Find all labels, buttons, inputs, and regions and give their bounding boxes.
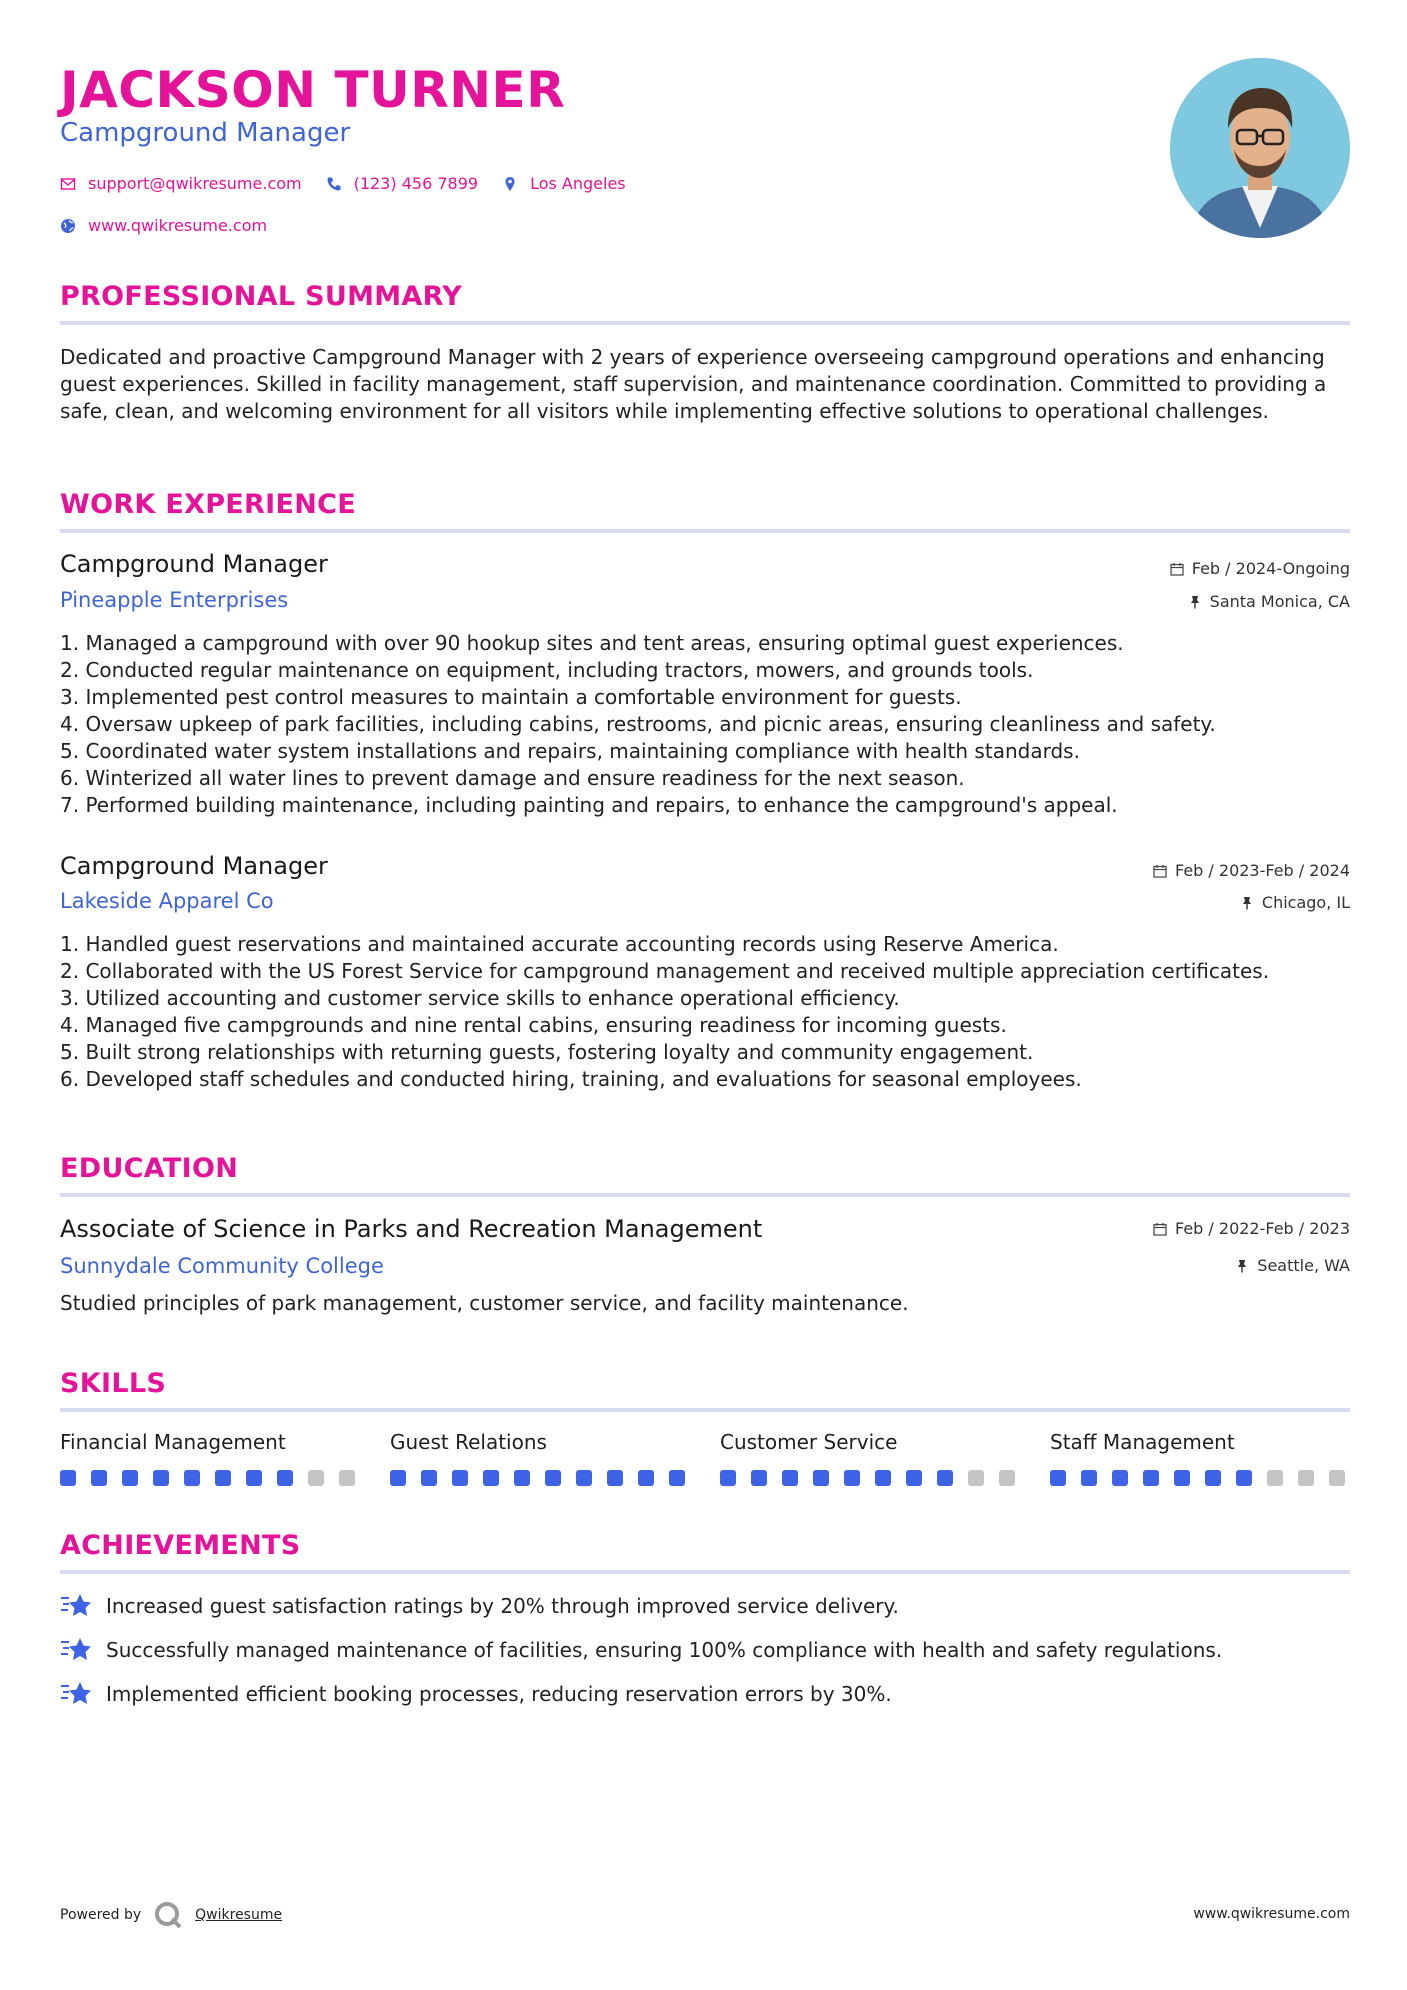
skill-item [60,1430,360,1486]
skill-dot-filled [153,1470,169,1486]
skills-heading: SKILLS [60,1368,167,1399]
list-item: 5. Coordinated water system installations and repairs, maintaining compliance with health standards. [60,739,1080,763]
skill-dot-filled [937,1470,953,1486]
section-divider [60,1193,1350,1197]
job-location-text: Chicago, IL [1261,893,1350,912]
education-dates [1153,1219,1350,1238]
school-name: Sunnydale Community College [60,1254,384,1278]
list-item: 5. Built strong relationships with returning guests, fostering loyalty and community engagement. [60,1040,1034,1064]
skill-dot-filled [215,1470,231,1486]
education-heading: EDUCATION [60,1153,239,1184]
job-title: Campground Manager [60,852,328,880]
skill-name: Staff Management [1050,1430,1235,1454]
map-pin-icon [502,176,518,192]
skill-dot-filled [1236,1470,1252,1486]
skill-dot-filled [751,1470,767,1486]
skill-dot-filled [1050,1470,1066,1486]
skill-dot-filled [514,1470,530,1486]
list-item: 3. Implemented pest control measures to maintain a comfortable environment for guests. [60,685,962,709]
qwikresume-logo-icon [153,1900,183,1930]
skill-dot-filled [1112,1470,1128,1486]
skill-item [720,1430,1020,1486]
list-item: 4. Managed five campgrounds and nine rental cabins, ensuring readiness for incoming guests. [60,1013,1007,1037]
achievement-text: Successfully managed maintenance of facilities, ensuring 100% compliance with health and safety regulations. [106,1638,1223,1662]
powered-by-label: Powered by [60,1907,142,1923]
list-item: 2. Conducted regular maintenance on equipment, including tractors, mowers, and grounds tools. [60,658,1034,682]
skill-item [1050,1430,1350,1486]
skill-rating [1050,1470,1350,1486]
job-dates [1170,559,1350,578]
skill-dot-filled [875,1470,891,1486]
achievement-item [60,1636,1222,1664]
email-text: support@qwikresume.com [88,174,302,193]
calendar-icon [1153,864,1167,878]
skill-dot-filled [122,1470,138,1486]
skill-dot-filled [607,1470,623,1486]
calendar-icon [1153,1222,1167,1236]
list-item: 1. Handled guest reservations and maintained accurate accounting records using Reserve America. [60,932,1059,956]
list-item: 3. Utilized accounting and customer service skills to enhance operational efficiency. [60,986,900,1010]
job-company: Lakeside Apparel Co [60,889,274,913]
job-location [1240,893,1350,912]
education-dates-text: Feb / 2022-Feb / 2023 [1175,1219,1350,1238]
job-dates-text: Feb / 2023-Feb / 2024 [1175,861,1350,880]
skill-dot-filled [576,1470,592,1486]
contact-phone[interactable] [326,174,478,193]
footer-powered-by [60,1900,282,1930]
job-bullets [60,630,1350,819]
list-item: 1. Managed a campground with over 90 hookup sites and tent areas, ensuring optimal guest experiences. [60,631,1124,655]
achievement-item [60,1592,899,1620]
achievement-text: Increased guest satisfaction ratings by 20% through improved service delivery. [106,1594,899,1618]
skill-rating [60,1470,360,1486]
skill-dot-filled [844,1470,860,1486]
list-item: 4. Oversaw upkeep of park facilities, including cabins, restrooms, and picnic areas, ensuring cleanliness and safety. [60,712,1216,736]
pushpin-icon [1235,1259,1249,1273]
skill-rating [390,1470,690,1486]
contact-row-2 [60,216,281,235]
section-divider [60,529,1350,533]
list-item: 2. Collaborated with the US Forest Service for campground management and received multiple appreciation certificates. [60,959,1270,983]
summary-heading: PROFESSIONAL SUMMARY [60,281,463,312]
skill-dot-empty [1329,1470,1345,1486]
skill-item [390,1430,690,1486]
job-location [1188,592,1350,611]
phone-text: (123) 456 7899 [353,174,479,193]
skill-dot-filled [1174,1470,1190,1486]
summary-text: Dedicated and proactive Campground Manager with 2 years of experience overseeing campground operations and enhancing guest experiences. Skilled in facility management, staff supervision, and maintenance coordination. Committed to providing a safe, clean, and welcoming environment for all visitors while implementing effective solutions to operational challenges. [60,345,1327,423]
globe-icon [60,218,76,234]
education-description: Studied principles of park management, customer service, and facility maintenance. [60,1291,909,1315]
list-item: 7. Performed building maintenance, including painting and repairs, to enhance the campground's appeal. [60,793,1118,817]
skill-dot-filled [390,1470,406,1486]
skill-dot-empty [1298,1470,1314,1486]
skill-name: Customer Service [720,1430,898,1454]
skill-dot-filled [669,1470,685,1486]
skill-dot-filled [638,1470,654,1486]
experience-heading: WORK EXPERIENCE [60,489,356,520]
skill-dot-filled [277,1470,293,1486]
achievements-heading: ACHIEVEMENTS [60,1530,301,1561]
location-text: Los Angeles [530,174,626,193]
achievement-item [60,1680,892,1708]
skill-dot-filled [720,1470,736,1486]
star-icon [60,1680,92,1708]
skill-dot-filled [60,1470,76,1486]
pushpin-icon [1240,896,1254,910]
skill-dot-filled [246,1470,262,1486]
skill-dot-empty [968,1470,984,1486]
education-location [1235,1256,1350,1275]
skill-dot-filled [91,1470,107,1486]
candidate-name: JACKSON TURNER [60,61,566,119]
footer-website[interactable]: www.qwikresume.com [1193,1906,1350,1922]
candidate-role: Campground Manager [60,118,351,148]
job-bullets [60,931,1350,1093]
skill-dot-filled [1143,1470,1159,1486]
contact-email[interactable] [60,174,302,193]
website-text: www.qwikresume.com [88,216,268,235]
job-company: Pineapple Enterprises [60,588,289,612]
section-divider [60,1408,1350,1412]
contact-location [502,174,626,193]
skill-dot-filled [906,1470,922,1486]
section-divider [60,1570,1350,1574]
skill-dot-empty [999,1470,1015,1486]
envelope-icon [60,176,76,192]
skill-dot-filled [1081,1470,1097,1486]
list-item: 6. Developed staff schedules and conducted hiring, training, and evaluations for seasonal employees. [60,1067,1082,1091]
skill-dot-filled [452,1470,468,1486]
avatar [1170,58,1350,238]
contact-website[interactable] [60,216,267,235]
job-dates-text: Feb / 2024-Ongoing [1191,559,1350,578]
footer-brand-link[interactable]: Qwikresume [195,1907,283,1923]
skill-dot-filled [483,1470,499,1486]
skill-dot-filled [1205,1470,1221,1486]
phone-icon [326,176,342,192]
education-location-text: Seattle, WA [1257,1256,1350,1275]
degree-title: Associate of Science in Parks and Recreation Management [60,1215,763,1243]
star-icon [60,1592,92,1620]
achievement-text: Implemented efficient booking processes, reducing reservation errors by 30%. [106,1682,892,1706]
skill-dot-empty [339,1470,355,1486]
skill-dot-filled [184,1470,200,1486]
job-dates [1153,861,1350,880]
calendar-icon [1170,562,1184,576]
skill-name: Guest Relations [390,1430,547,1454]
job-title: Campground Manager [60,550,328,578]
job-location-text: Santa Monica, CA [1209,592,1350,611]
skill-dot-filled [782,1470,798,1486]
skill-rating [720,1470,1020,1486]
pushpin-icon [1188,595,1202,609]
section-divider [60,321,1350,325]
list-item: 6. Winterized all water lines to prevent damage and ensure readiness for the next season. [60,766,965,790]
skill-dot-filled [545,1470,561,1486]
skill-dot-empty [1267,1470,1283,1486]
skill-name: Financial Management [60,1430,286,1454]
resume-page [60,0,1350,1990]
skill-dot-empty [308,1470,324,1486]
skill-dot-filled [421,1470,437,1486]
profile-photo [1170,58,1350,238]
skill-dot-filled [813,1470,829,1486]
contact-row [60,174,640,193]
star-icon [60,1636,92,1664]
